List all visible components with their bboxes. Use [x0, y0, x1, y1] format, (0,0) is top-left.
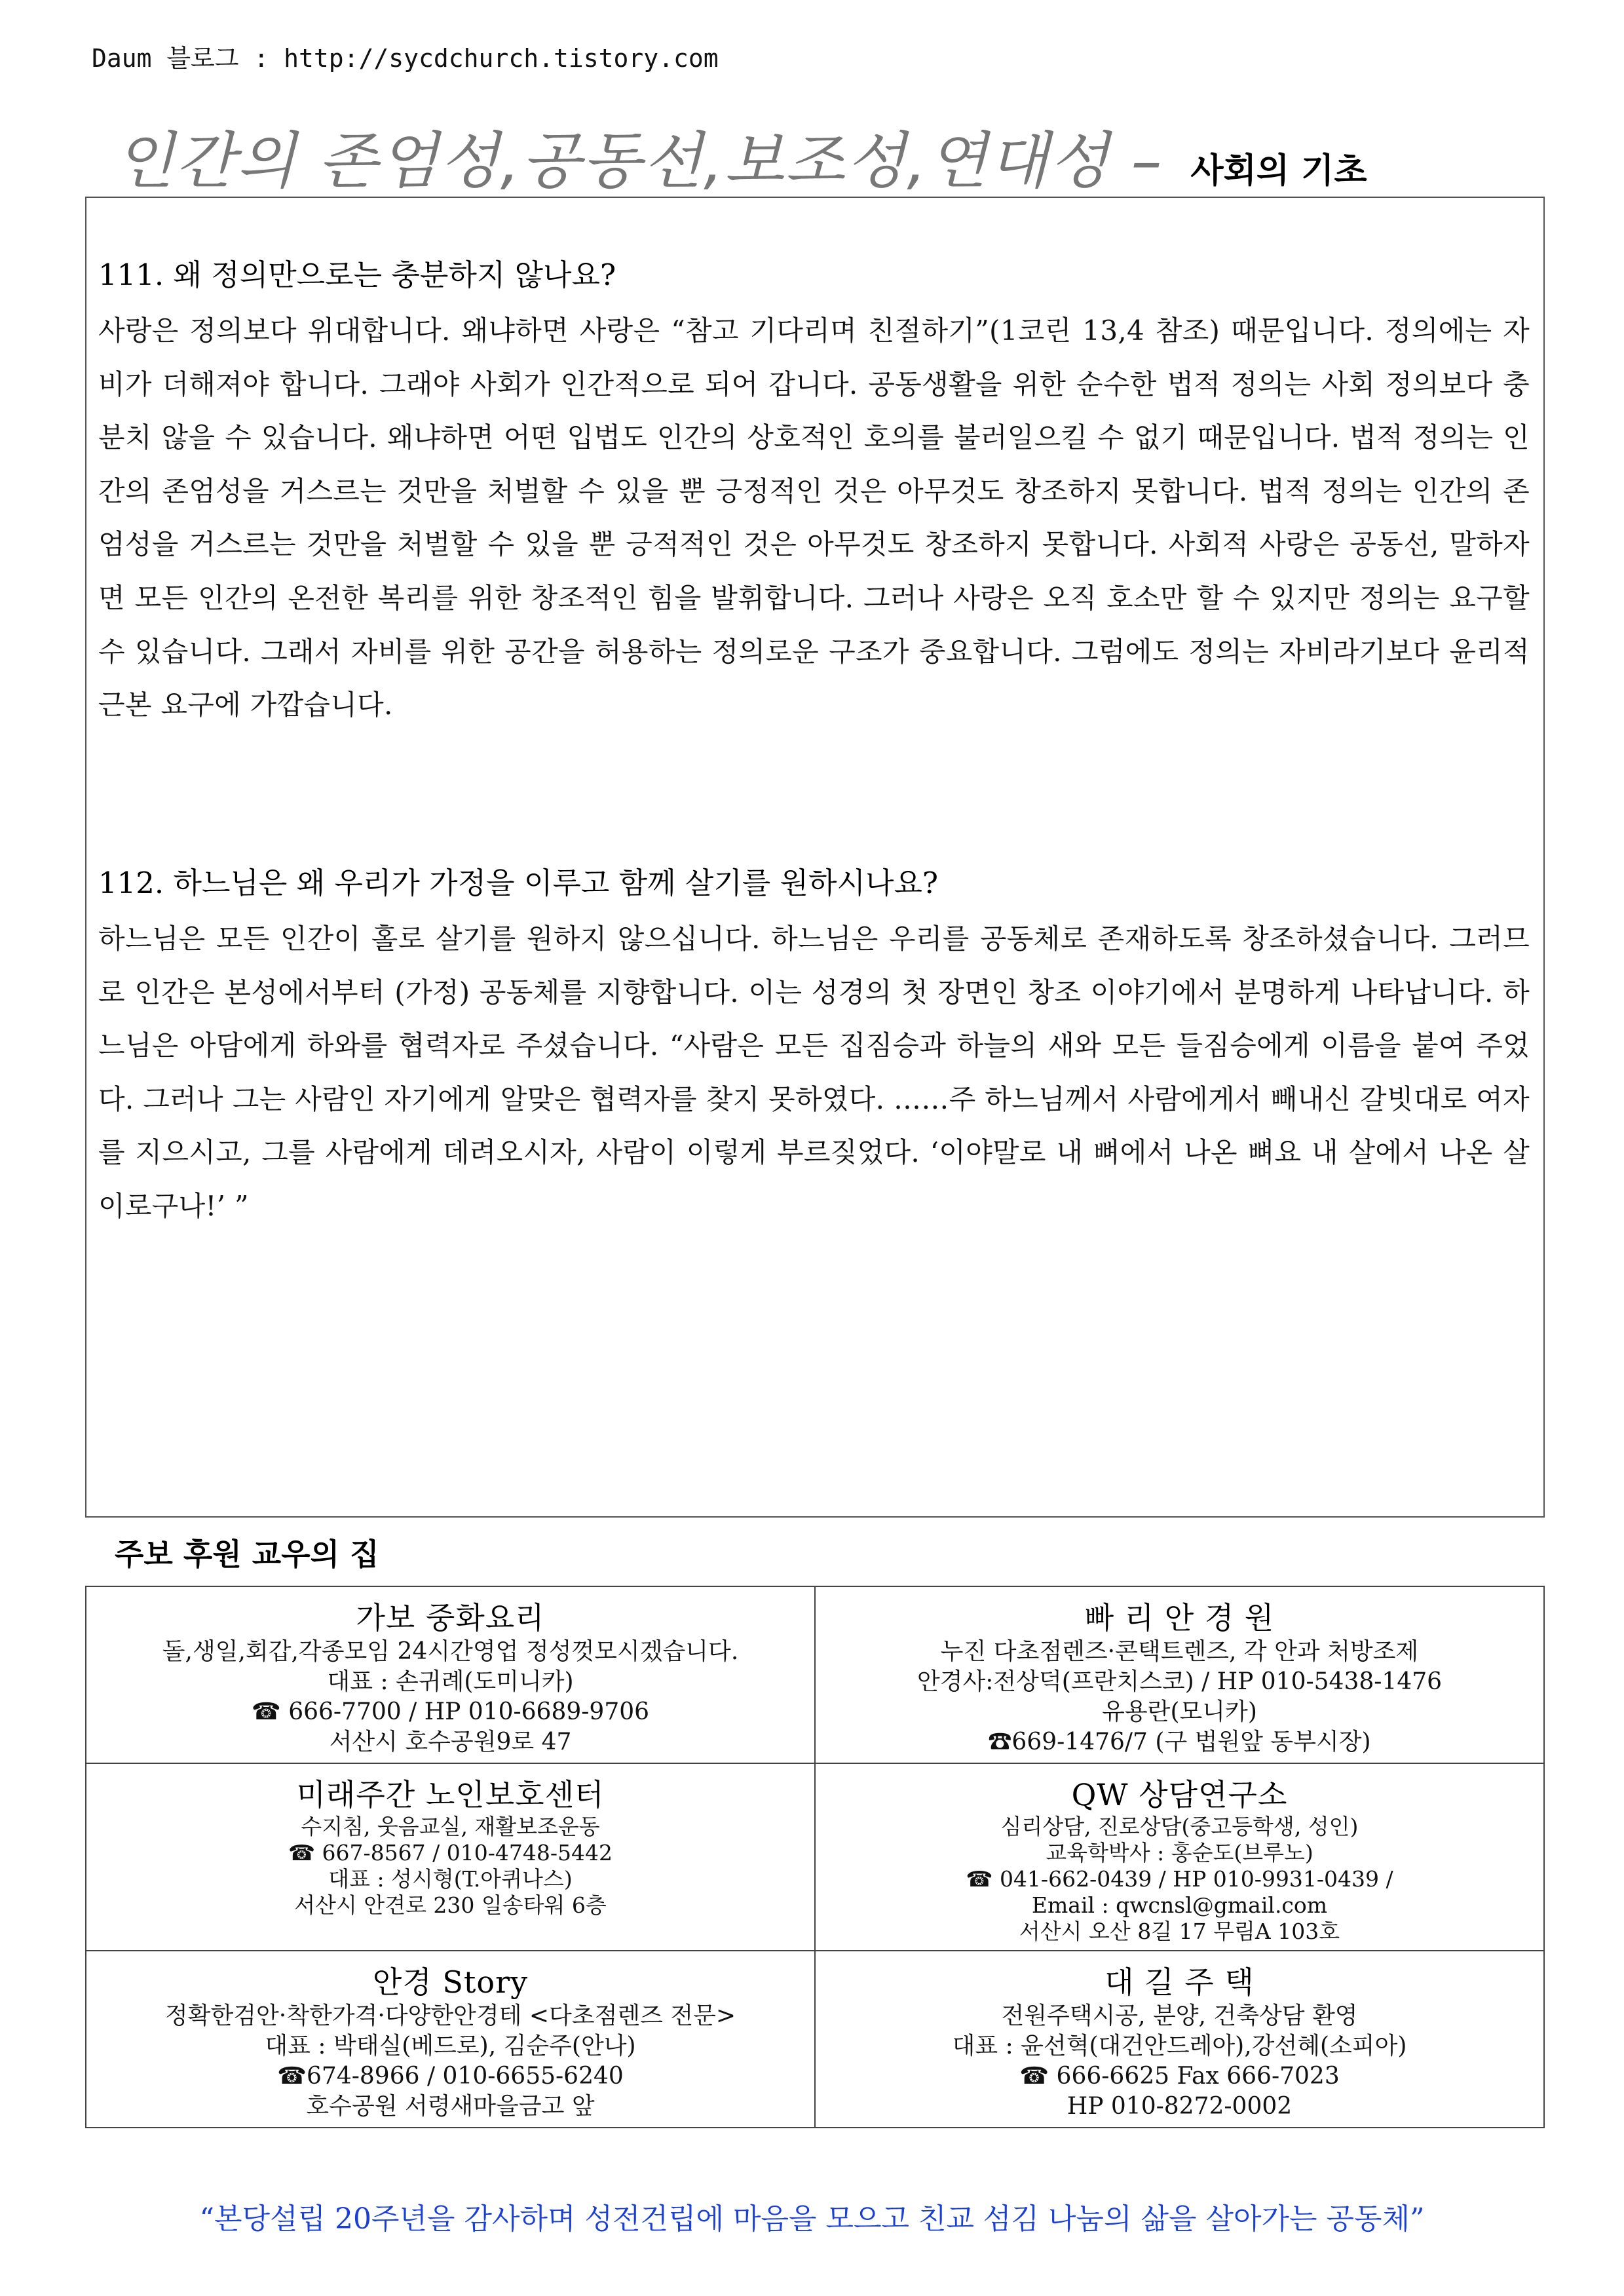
sponsor-line: 안경사:전상덕(프란치스코) / HP 010-5438-1476 — [916, 1668, 1443, 1695]
sponsor-name: 미래주간 노인보호센터 — [296, 1777, 605, 1812]
sponsor-name: 가보 중화요리 — [356, 1600, 545, 1636]
sponsor-line: 호수공원 서령새마을금고 앞 — [306, 2093, 595, 2120]
sponsor-line: 서산시 안견로 230 일송타워 6층 — [294, 1892, 607, 1918]
sponsor-cell-gabo — [86, 1586, 815, 1763]
sponsor-line: 유용란(모니카) — [1102, 1698, 1257, 1725]
sponsor-line: 서산시 오산 8길 17 무림A 103호 — [1019, 1919, 1340, 1944]
sponsor-line: ☎674-8966 / 010-6655-6240 — [277, 2063, 624, 2090]
sponsor-line: 전원주택시공, 분양, 건축상담 환영 — [1001, 2002, 1358, 2029]
sponsor-table — [85, 1586, 1545, 2128]
sponsor-line: 수지침, 웃음교실, 재활보조운동 — [301, 1814, 600, 1839]
sponsor-line: HP 010-8272-0002 — [1067, 2093, 1293, 2120]
sponsor-cell-daegil-housing — [815, 1951, 1544, 2128]
sponsor-row — [86, 1763, 1544, 1951]
sponsor-line: 누진 다초점렌즈·콘택트렌즈, 각 안과 처방조제 — [940, 1638, 1419, 1665]
sponsor-line: 대표 : 손귀례(도미니카) — [327, 1668, 574, 1695]
sponsor-line: 심리상담, 진로상담(중고등학생, 성인) — [1000, 1814, 1359, 1839]
sponsor-cell-glasses-story — [86, 1951, 815, 2128]
sponsor-name: 빠 리 안 경 원 — [1084, 1600, 1275, 1636]
sponsor-line: 대표 : 박태실(베드로), 김순주(안나) — [265, 2033, 636, 2059]
sponsor-cell-qw-counseling — [815, 1763, 1544, 1951]
title-main: 인간의 존엄성,공동선,보조성,연대성 — [115, 126, 1110, 197]
sponsor-line: 정확한검안·착한가격·다양한안경테 <다초점렌즈 전문> — [164, 2002, 736, 2029]
sponsor-name: 안경 Story — [372, 1964, 529, 2000]
footer-slogan: “본당설립 20주년을 감사하며 성전건립에 마음을 모으고 친교 섬김 나눔의 삶을 살아가는 공동체” — [199, 2202, 1425, 2236]
blog-header: Daum 블로그 : http://sycdchurch.tistory.com — [92, 44, 719, 73]
sponsor-row — [86, 1586, 1544, 1763]
qa-section-111 — [98, 256, 1530, 732]
sponsor-email: Email : qwcnsl@gmail.com — [1031, 1892, 1328, 1918]
sponsor-line: ☎669-1476/7 (구 법원앞 동부시장) — [988, 1729, 1371, 1755]
sponsor-section-title: 주보 후원 교우의 집 — [115, 1537, 379, 1572]
sponsor-line: ☎ 667-8567 / 010-4748-5442 — [288, 1840, 613, 1866]
sponsor-row — [86, 1951, 1544, 2128]
sponsor-name: QW 상담연구소 — [1071, 1777, 1288, 1812]
question-111: 111. 왜 정의만으로는 충분하지 않나요? — [98, 258, 616, 292]
sponsor-line: 대표 : 성시형(T.아퀴나스) — [328, 1866, 573, 1892]
sponsor-line: ☎ 666-7700 / HP 010-6689-9706 — [251, 1698, 650, 1725]
sponsor-line: 서산시 호수공원9로 47 — [329, 1729, 572, 1755]
sponsor-line: ☎ 041-662-0439 / HP 010-9931-0439 / — [966, 1866, 1393, 1892]
title-dash: – — [1110, 126, 1184, 197]
page-title — [115, 111, 1367, 200]
sponsor-line: 대표 : 윤선혁(대건안드레아),강선혜(소피아) — [952, 2033, 1407, 2059]
title-sub: 사회의 기초 — [1190, 151, 1367, 191]
sponsor-line: ☎ 666-6625 Fax 666-7023 — [1019, 2063, 1340, 2090]
sponsor-line: 돌,생일,회갑,각종모임 24시간영업 정성껏모시겠습니다. — [162, 1638, 739, 1665]
qa-section-112 — [98, 864, 1530, 1233]
answer-112: 하느님은 모든 인간이 홀로 살기를 원하지 않으십니다. 하느님은 우리를 공동체로 존재하도록 창조하셨습니다. 그러므로 인간은 본성에서부터 (가정) 공동체를 지향합니다. 이는 성경의 첫 장면인 창조 이야기에서 분명하게 나타납니다. 하느님은 아담에게 하와를 협력자로 주셨습니다. “사람은 모든 집짐승과 하늘의 새와 모든 들짐승에게 이름을 붙여 주었다. 그러나 그는 사람인 자기에게 알맞은 협력자를 찾지 못하였다. ……주 하느님께서 사람에게서 빼내신 갈빗대로 여자를 지으시고, 그를 사람에게 데려오시자, 사람이 이렇게 부르짖었다. ‘이야말로 내 뼈에서 나온 뼈요 내 살에서 나온 살이로구나!’ ” — [98, 923, 1530, 1222]
sponsor-cell-paris-optical — [815, 1586, 1544, 1763]
question-112: 112. 하느님은 왜 우리가 가정을 이루고 함께 살기를 원하시나요? — [98, 866, 939, 900]
sponsor-line: 교육학박사 : 홍순도(브루노) — [1046, 1840, 1313, 1866]
answer-111: 사랑은 정의보다 위대합니다. 왜냐하면 사랑은 “참고 기다리며 친절하기”(1코린 13,4 참조) 때문입니다. 정의에는 자비가 더해져야 합니다. 그래야 사회가 인간적으로 되어 갑니다. 공동생활을 위한 순수한 법적 정의는 사회 정의보다 충분치 않을 수 있습니다. 왜냐하면 어떤 입법도 인간의 상호적인 호의를 불러일으킬 수 없기 때문입니다. 법적 정의는 인간의 존엄성을 거스르는 것만을 처벌할 수 있을 뿐 긍정적인 것은 아무것도 창조하지 못합니다. 법적 정의는 인간의 존엄성을 거스르는 것만을 처벌할 수 있을 뿐 긍적적인 것은 아무것도 창조하지 못합니다. 사회적 사랑은 공동선, 말하자면 모든 인간의 온전한 복리를 위한 창조적인 힘을 발휘합니다. 그러나 사랑은 오직 호소만 할 수 있지만 정의는 요구할 수 있습니다. 그래서 자비를 위한 공간을 허용하는 정의로운 구조가 중요합니다. 그럼에도 정의는 자비라기보다 윤리적 근본 요구에 가깝습니다. — [98, 315, 1530, 721]
sponsor-cell-mirae-center — [86, 1763, 815, 1951]
sponsor-name: 대 길 주 택 — [1105, 1964, 1255, 2000]
